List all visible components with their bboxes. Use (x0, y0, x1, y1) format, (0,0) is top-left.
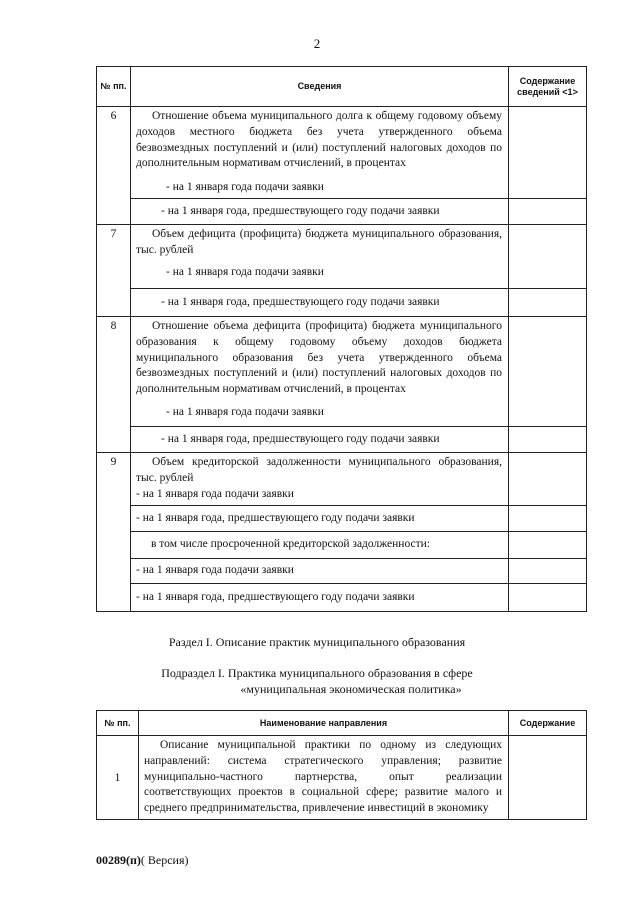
table-row (97, 532, 587, 559)
content-cell (509, 199, 587, 225)
table-header-row (97, 67, 587, 107)
content-cell (509, 225, 587, 289)
document-version: ( Версия) (140, 853, 189, 867)
row-sub-item: - на 1 января года, предшествующего году подачи заявки (131, 584, 509, 612)
row-number: 6 (97, 107, 131, 225)
subsection-title: Подраздел I. Практика муниципального образования в сфере (161, 666, 473, 680)
column-header-direction: Наименование направления (139, 711, 509, 736)
column-header-num: № пп. (97, 67, 131, 107)
content-cell (509, 427, 587, 453)
table-row (97, 559, 587, 584)
table-row (97, 225, 587, 289)
subsection-title-line2: «муниципальная экономическая политика» (240, 682, 462, 696)
row-sub-item: - на 1 января года, предшествующего году подачи заявки (131, 506, 509, 532)
row-text: Объем дефицита (профицита) бюджета муниципального образования, тыс. рублей (136, 228, 502, 256)
practice-table (96, 710, 587, 820)
table-row (97, 584, 587, 612)
content-cell (509, 107, 587, 199)
table-row (97, 317, 587, 427)
row-text: Объем кредиторской задолженности муниципального образования, тыс. рублей (136, 456, 502, 484)
row-text: Отношение объема муниципального долга к общему годовому объему доходов местного бюджета без учета утвержденного объема безвозмездных поступлений и (или) поступлений налоговых доходов по дополнительным нормативам отчислений, в процентах (136, 110, 502, 170)
content-cell (509, 453, 587, 506)
section-title: Раздел I. Описание практик муниципального образования (168, 635, 466, 649)
row-description (139, 736, 509, 820)
table-row (97, 427, 587, 453)
row-sub-item: - на 1 января года подачи заявки (131, 559, 509, 584)
row-number: 8 (97, 317, 131, 453)
row-sub-item: в том числе просроченной кредиторской задолженности: (131, 532, 509, 559)
content-cell (509, 532, 587, 559)
table-row (97, 199, 587, 225)
document-code: 00289(п) (96, 853, 141, 867)
column-header-info: Сведения (131, 67, 509, 107)
row-text: Описание муниципальной практики по одному из следующих направлений: система стратегического управления; развитие муниципально-частного партнерства, опыт реализации соответствующих проектов в социальной сфере; развитие малого и среднего предпринимательства, привлечение инвестиций в экономику (144, 739, 502, 815)
row-sub-item: - на 1 января года подачи заявки (166, 181, 324, 194)
row-text: Отношение объема дефицита (профицита) бюджета муниципального образования к общему годовому объему доходов бюджета муниципального образования без учета утвержденного объема безвозмездных поступлений и (или) поступлений налоговых доходов по дополнительным нормативам отчислений, в процентах (136, 320, 502, 396)
column-header-num: № пп. (97, 711, 139, 736)
page-number: 2 (313, 36, 321, 51)
row-description (131, 317, 509, 427)
content-cell (509, 289, 587, 317)
row-number: 1 (97, 736, 139, 820)
row-number: 9 (97, 453, 131, 612)
row-description (131, 225, 509, 289)
column-header-content: Содержание (509, 711, 587, 736)
content-cell (509, 736, 587, 820)
info-table (96, 66, 587, 612)
row-description (131, 453, 509, 506)
row-number: 7 (97, 225, 131, 317)
row-sub-item: - на 1 января года, предшествующего году подачи заявки (131, 199, 509, 225)
row-sub-item: - на 1 января года, предшествующего году подачи заявки (131, 427, 509, 453)
content-cell (509, 506, 587, 532)
table-row (97, 506, 587, 532)
row-sub-item: - на 1 января года подачи заявки (166, 405, 324, 418)
table-row (97, 453, 587, 506)
table-row (97, 736, 587, 820)
document-footer (96, 853, 189, 868)
content-cell (509, 559, 587, 584)
row-sub-item: - на 1 января года подачи заявки (166, 265, 324, 278)
table-row (97, 107, 587, 199)
content-cell (509, 584, 587, 612)
table-header-row (97, 711, 587, 736)
row-description (131, 107, 509, 199)
table-row (97, 289, 587, 317)
column-header-content: Содержание сведений <1> (509, 67, 587, 107)
content-cell (509, 317, 587, 427)
row-sub-item: - на 1 января года, предшествующего году подачи заявки (131, 289, 509, 317)
row-sub-item: - на 1 января года подачи заявки (136, 487, 294, 500)
